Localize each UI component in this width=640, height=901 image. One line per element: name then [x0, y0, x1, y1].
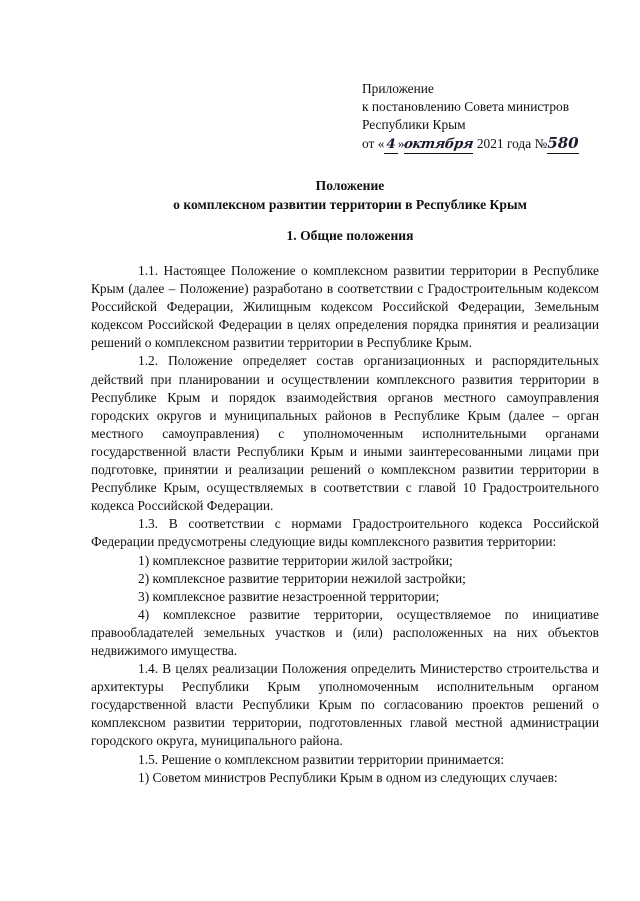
- document-title: [80, 176, 620, 214]
- list-item-4: 4) комплексное развитие территории, осуществляемое по инициативе правообладателей земельных участков и (или) расположенных на них объектов недвижимого имущества.: [91, 606, 599, 658]
- appendix-date-line: [362, 134, 632, 154]
- date-mid: »: [397, 136, 405, 151]
- handwritten-day: 4: [386, 136, 396, 152]
- date-prefix: от «: [362, 136, 385, 151]
- paragraph-1-5: 1.5. Решение о комплексном развитии территории принимается:: [138, 751, 505, 767]
- title-line-2: о комплексном развитии территории в Республике Крым: [173, 197, 527, 212]
- appendix-decree-line: к постановлению Совета министров: [362, 99, 570, 114]
- paragraph-1-2: 1.2. Положение определяет состав организационных и распорядительных действий при планировании и осуществлении комплексного развития территории в Республике Крым и порядок взаимодействия органов местного самоуправления городских округов и муниципальных районов в Республике Крым (далее – орган местного самоуправления) с уполномоченным исполнительными органами государственной власти Республики Крым и иными заинтересованными лицами при подготовке, принятии и реализации решений о комплексном развитии территории в Республике Крым, осуществляемых в соответствии с главой 10 Градостроительного кодекса Российской Федерации.: [91, 353, 599, 514]
- list-item-3: 3) комплексное развитие незастроенной территории;: [138, 588, 440, 604]
- decree-number-field: [547, 134, 578, 154]
- section-heading: 1. Общие положения: [286, 228, 414, 243]
- appendix-label: Приложение: [362, 81, 434, 96]
- date-day-field: [384, 135, 397, 154]
- handwritten-month: октября: [403, 136, 475, 152]
- document-body: [91, 262, 599, 787]
- appendix-republic-line: Республики Крым: [362, 117, 466, 132]
- title-line-1: Положение: [315, 178, 385, 193]
- list-item-2: 2) комплексное развитие территории нежилой застройки;: [138, 570, 466, 586]
- date-year: 2021 года №: [476, 136, 548, 151]
- date-month-field: [404, 135, 473, 154]
- paragraph-1-4: 1.4. В целях реализации Положения определить Министерство строительства и архитектуры Республики Крым уполномоченным исполнительным органом государственной власти Республики Крым по согласованию проектов решений о комплексном развитии территории, подготовленных главой местной администрации городского округа, муниципального района.: [91, 661, 599, 749]
- paragraph-1-5-1: 1) Советом министров Республики Крым в одном из следующих случаев:: [138, 769, 558, 785]
- paragraph-1-1: 1.1. Настоящее Положение о комплексном развитии территории в Республике Крым (далее – Положение) разработано в соответствии с Градостроительным кодексом Российской Федерации, Жилищным кодексом Российской Федерации, Земельным кодексом Российской Федерации в целях определения порядка принятия и реализации решений о комплексном развитии территории в Республике Крым.: [91, 263, 599, 351]
- paragraph-1-3: 1.3. В соответствии с нормами Градостроительного кодекса Российской Федерации предусмотрены следующие виды комплексного развития территории:: [91, 516, 599, 550]
- appendix-block: [362, 80, 632, 154]
- handwritten-number: 580: [547, 134, 579, 152]
- list-item-1: 1) комплексное развитие территории жилой застройки;: [138, 552, 453, 568]
